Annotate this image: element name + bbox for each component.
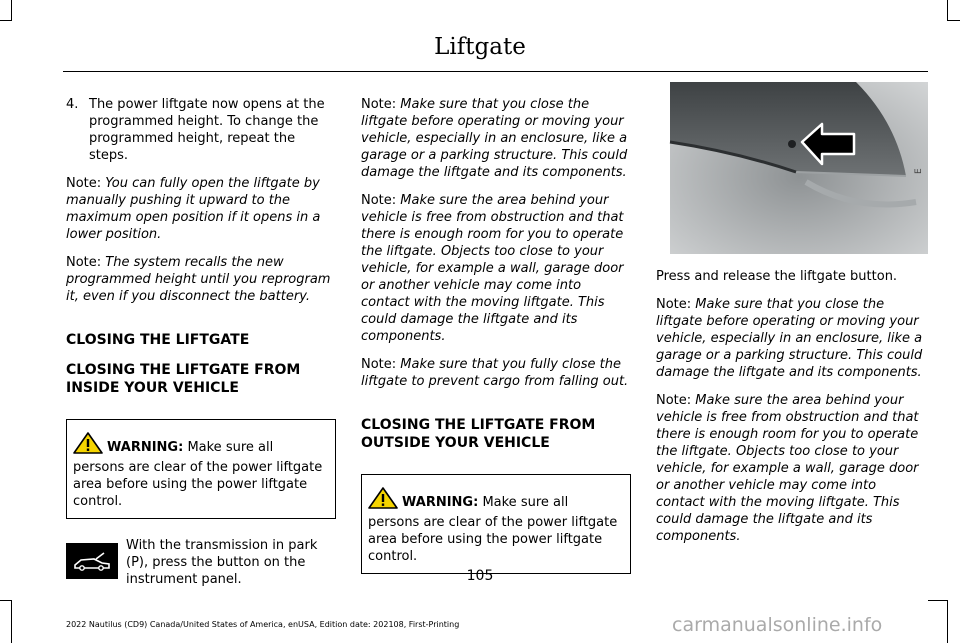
- warning-box: [361, 474, 631, 574]
- note: [361, 356, 631, 390]
- note: [66, 175, 336, 243]
- note: [656, 296, 928, 381]
- note: [361, 192, 631, 345]
- note-text: Make sure the area behind your vehicle is free from obstruction and that there is enough room for you to operate the liftgate. Objects too close to your vehicle, for example a wall, garage door or another vehicle may come into contact with the moving liftgate. This could damage the liftgate and its components.: [656, 393, 919, 544]
- note-text: The system recalls the new programmed height until you reprogram it, even if you disconnect the battery.: [66, 255, 331, 304]
- note-label: Note:: [66, 255, 102, 270]
- section-heading: CLOSING THE LIFTGATE: [66, 332, 250, 348]
- warning-label: WARNING:: [107, 440, 184, 455]
- crop-mark: [947, 0, 948, 20]
- note-text: Make sure that you close the liftgate before operating or moving your vehicle, especially in an enclosure, like a garage or a parking structure. This could damage the liftgate and its components.: [361, 97, 628, 180]
- watermark: carmanualsonline.info: [672, 614, 883, 636]
- step-number: 4.: [66, 97, 79, 112]
- step-text: The power liftgate now opens at the programmed height. To change the programmed height, repeat the steps.: [89, 97, 325, 163]
- control-text: With the transmission in park (P), press the button on the instrument panel.: [126, 538, 318, 587]
- warning-box: [66, 419, 336, 519]
- crop-mark: [0, 20, 12, 21]
- warning-text: Make sure all persons are clear of the power liftgate area before using the power liftgate control.: [73, 440, 323, 509]
- crop-mark: [0, 600, 12, 601]
- crop-mark: [947, 600, 948, 643]
- header-rule: [63, 71, 928, 72]
- crop-mark: [947, 20, 960, 21]
- crop-mark: [11, 0, 12, 20]
- warning-triangle-icon: [73, 432, 103, 459]
- page-number: 105: [466, 568, 494, 584]
- note-text: Make sure the area behind your vehicle is free from obstruction and that there is enough room for you to operate the liftgate. Objects too close to your vehicle, for example a wall, garage door or another vehicle may come into contact with the moving liftgate. This could damage the liftgate and its components.: [361, 193, 624, 344]
- note-label: Note:: [361, 97, 397, 112]
- note-text: Make sure that you close the liftgate before operating or moving your vehicle, especially in an enclosure, like a garage or a parking structure. This could damage the liftgate and its components.: [656, 297, 923, 380]
- step-item: [66, 96, 336, 164]
- note: [656, 392, 928, 545]
- note-label: Note:: [656, 297, 692, 312]
- note-label: Note:: [66, 176, 102, 191]
- section-heading: CLOSING THE LIFTGATE FROM OUTSIDE YOUR VEHICLE: [361, 417, 596, 451]
- note: [66, 254, 336, 305]
- image-code: E: [914, 168, 924, 174]
- note-text: Make sure that you fully close the liftgate to prevent cargo from falling out.: [361, 357, 629, 389]
- footer-text: 2022 Nautilus (CD9) Canada/United States of America, enUSA, Edition date: 202108, First-Printing: [66, 620, 460, 629]
- instruction-text: Press and release the liftgate button.: [656, 269, 898, 284]
- column-3: [656, 96, 928, 556]
- liftgate-photo: [656, 82, 928, 254]
- page-title: Liftgate: [434, 34, 526, 60]
- crop-mark: [928, 600, 948, 601]
- crop-mark: [11, 600, 12, 643]
- warning-label: WARNING:: [402, 495, 479, 510]
- note-text: You can fully open the liftgate by manually pushing it upward to the maximum open position if it opens in a lower position.: [66, 176, 321, 242]
- note: [361, 96, 631, 181]
- note-label: Note:: [361, 193, 397, 208]
- column-1: [66, 96, 336, 588]
- note-label: Note:: [361, 357, 397, 372]
- warning-triangle-icon: [368, 487, 398, 514]
- subsection-heading: CLOSING THE LIFTGATE FROM INSIDE YOUR VEHICLE: [66, 362, 301, 396]
- column-2: [361, 96, 631, 592]
- warning-text: Make sure all persons are clear of the power liftgate area before using the power liftgate control.: [368, 495, 618, 564]
- note-label: Note:: [656, 393, 692, 408]
